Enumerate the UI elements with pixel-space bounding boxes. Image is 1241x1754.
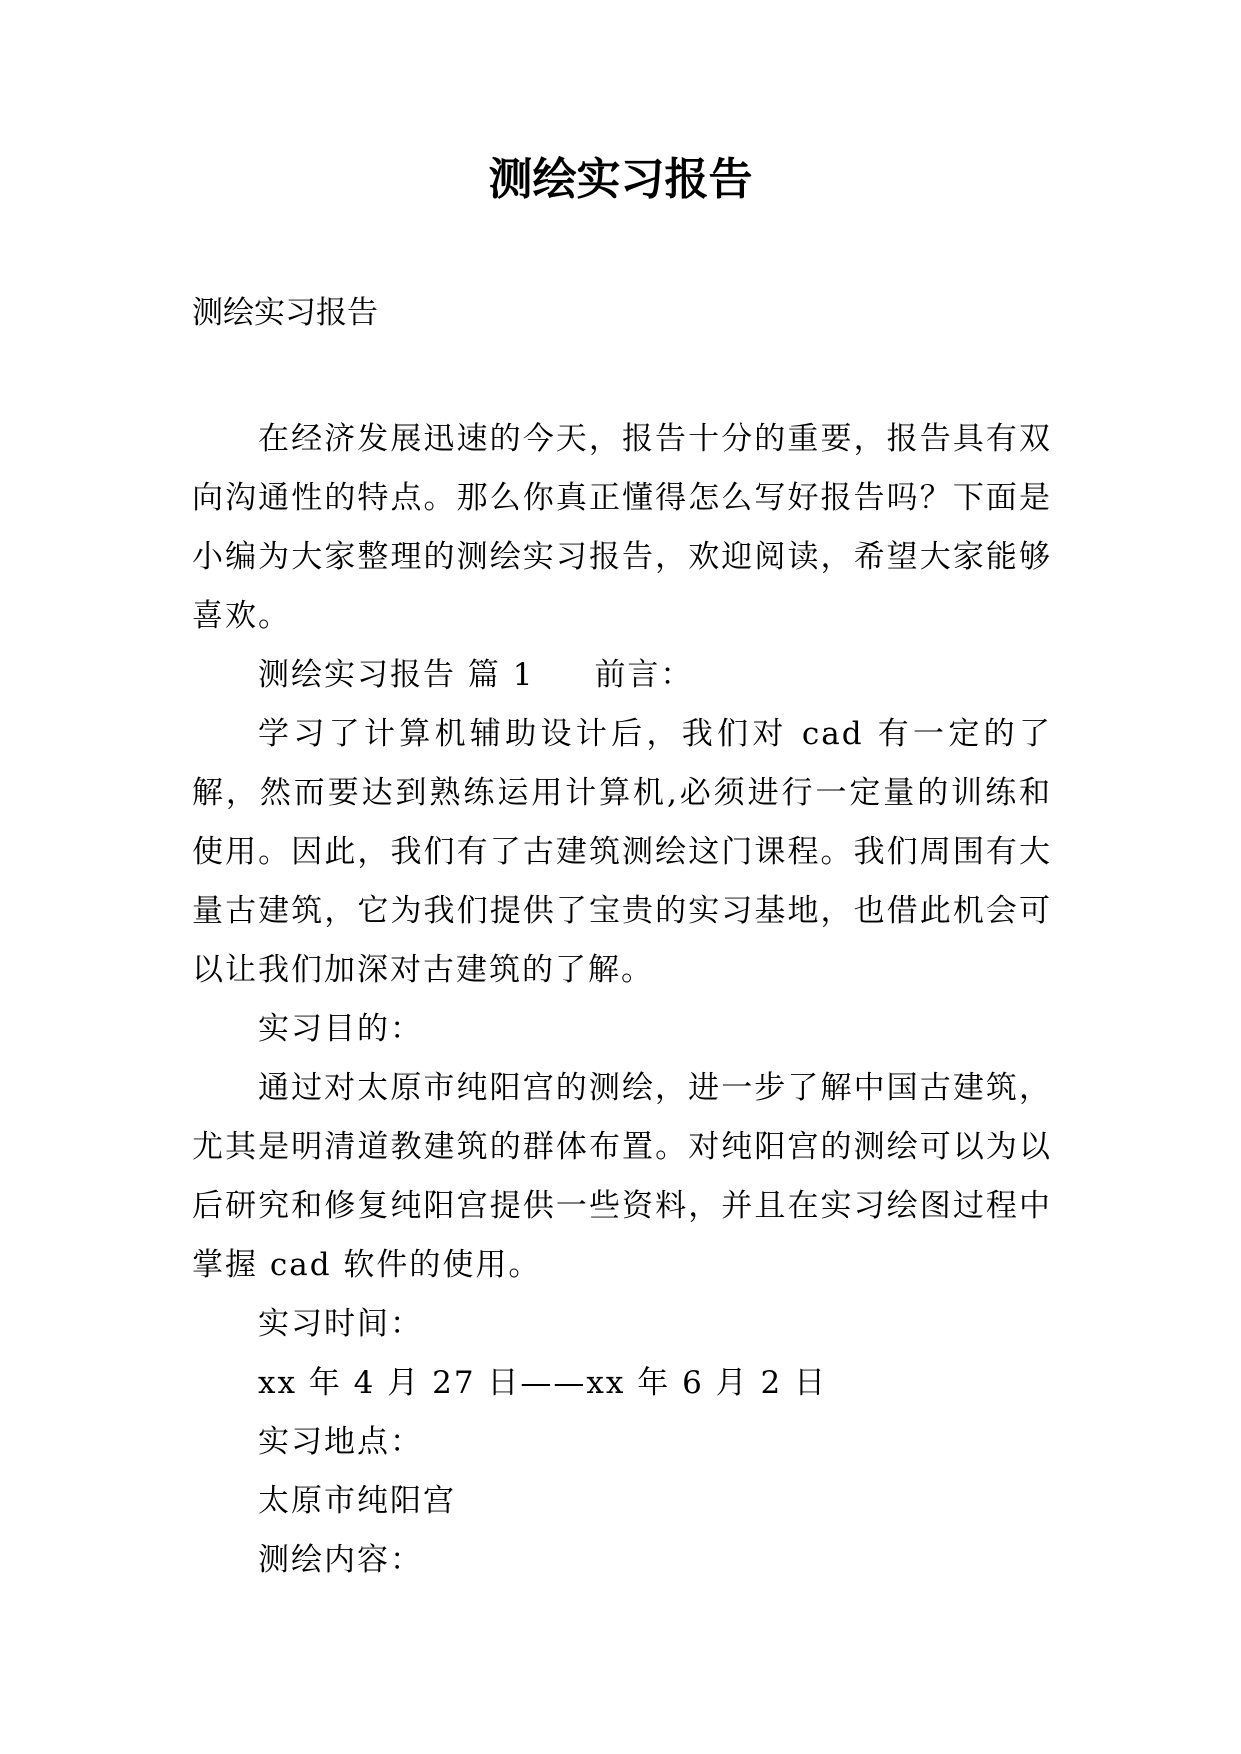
preface-label: 前言： [594,657,694,693]
document-body [192,410,1052,1590]
time-value: xx 年 4 月 27 日——xx 年 6 月 2 日 [258,1365,828,1401]
document-title: 测绘实习报告 [488,154,753,205]
purpose-label: 实习目的： [258,1011,423,1047]
place-label: 实习地点： [258,1424,423,1460]
section-heading: 测绘实习报告 篇 1 [258,657,535,693]
time-label: 实习时间： [258,1306,423,1342]
purpose-paragraph: 通过对太原市纯阳宫的测绘，进一步了解中国古建筑，尤其是明清道教建筑的群体布置。对纯阳宫的测绘可以为以后研究和修复纯阳宫提供一些资料，并且在实习绘图过程中掌握 cad 软件的使用。 [192,1070,1052,1283]
document-subtitle: 测绘实习报告 [192,295,378,331]
place-value: 太原市纯阳宫 [258,1483,456,1519]
section-heading-line [192,646,1052,705]
preface-paragraph: 学习了计算机辅助设计后，我们对 cad 有一定的了解，然而要达到熟练运用计算机,必须进行一定量的训练和使用。因此，我们有了古建筑测绘这门课程。我们周围有大量古建筑，它为我们提供了宝贵的实习基地，也借此机会可以让我们加深对古建筑的了解。 [192,716,1052,988]
intro-paragraph: 在经济发展迅速的今天，报告十分的重要，报告具有双向沟通性的特点。那么你真正懂得怎么写好报告吗？下面是小编为大家整理的测绘实习报告，欢迎阅读，希望大家能够喜欢。 [192,421,1052,634]
content-label: 测绘内容： [258,1542,423,1578]
